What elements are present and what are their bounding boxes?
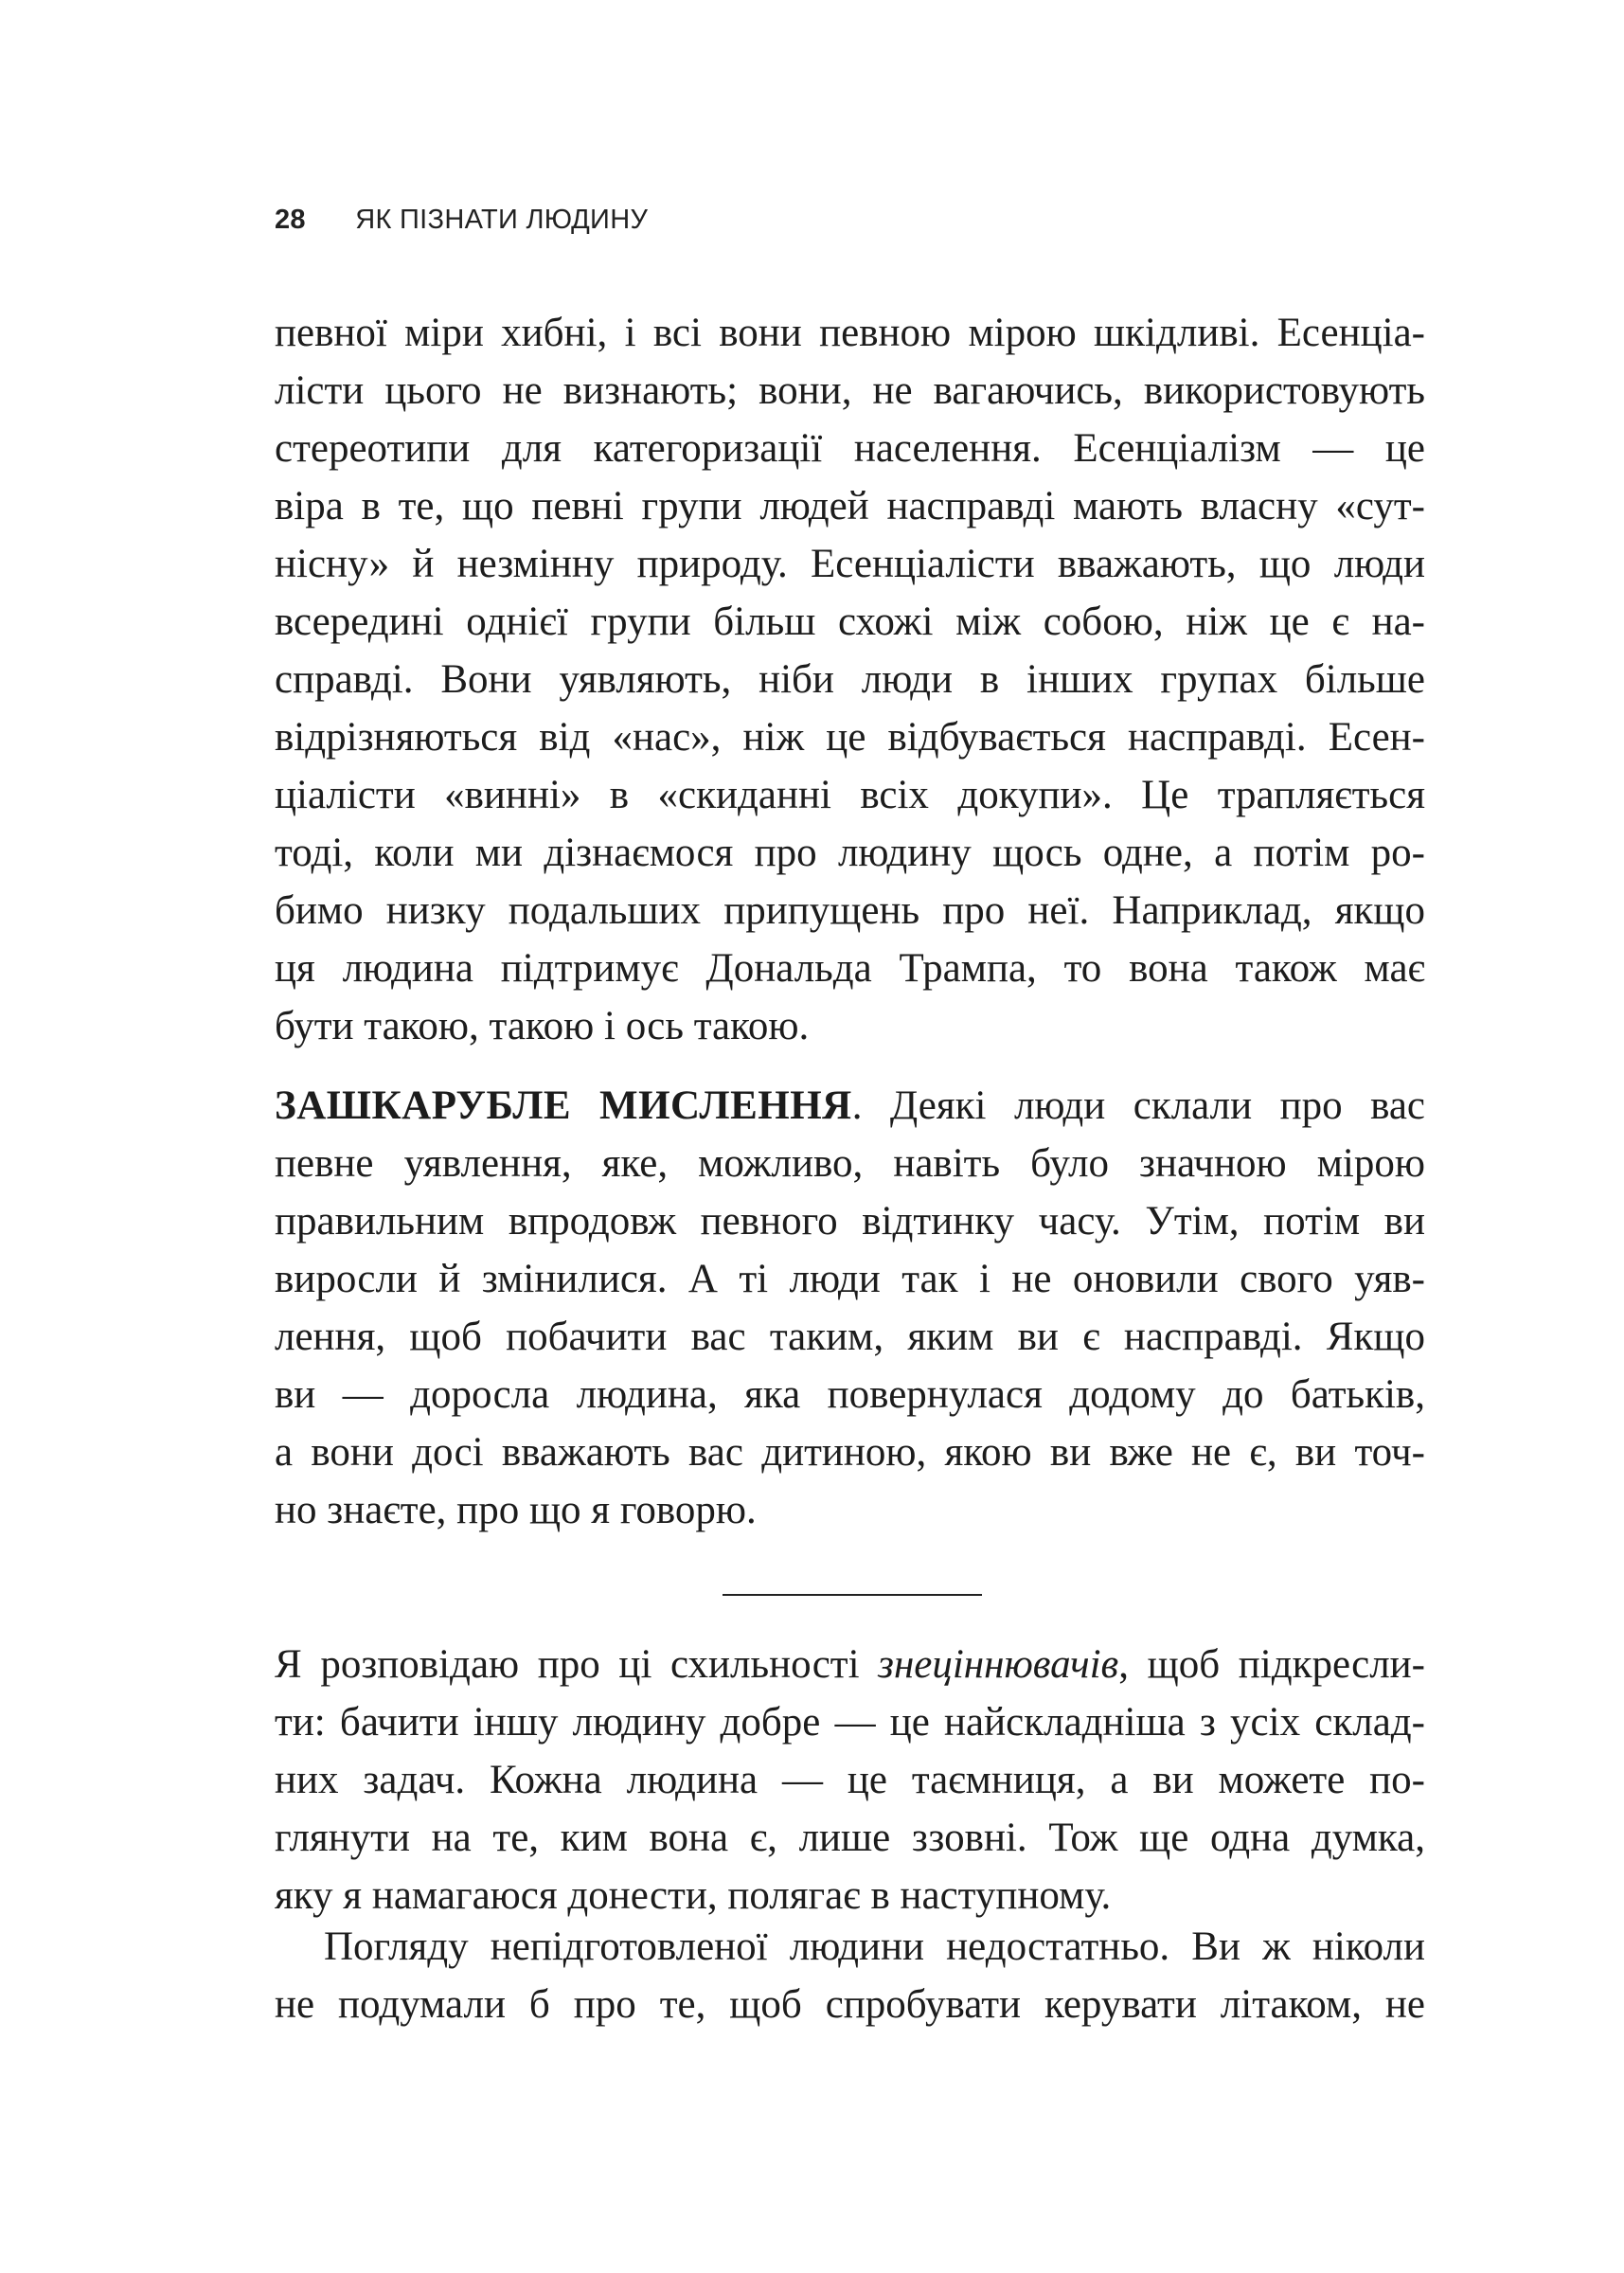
- text-fragment: . Деякі люди склали про вас: [851, 1083, 1425, 1128]
- page-number: 28: [275, 205, 306, 235]
- paragraph-rigid-thinking: [275, 1077, 1425, 1539]
- text-line: них задач. Кожна людина — це таємниця, а ви можете по-: [275, 1758, 1425, 1802]
- text-line: глянути на те, ким вона є, лише ззовні. Тож ще одна думка,: [275, 1816, 1425, 1860]
- text-line: Погляду непідготовленої людини недостатньо. Ви ж ніколи: [324, 1924, 1425, 1969]
- text-line: лісти цього не визнають; вони, не вагаючись, використовують: [275, 368, 1425, 413]
- running-title: ЯК ПІЗНАТИ ЛЮДИНУ: [355, 205, 649, 235]
- text-line: но знаєте, про що я говорю.: [275, 1488, 757, 1532]
- text-line: ти: бачити іншу людину добре — це найскладніша з усіх склад-: [275, 1700, 1425, 1745]
- paragraph-untrained-eye: [275, 1918, 1425, 2033]
- text-line: лення, щоб побачити вас таким, яким ви є насправді. Якщо: [275, 1315, 1425, 1359]
- text-fragment: Я розповідаю про ці схильності: [275, 1642, 879, 1687]
- text-line: ціалісти «винні» в «скиданні всіх докупи». Це трапляється: [275, 773, 1425, 817]
- text-line: відрізняються від «нас», ніж це відбувається насправді. Есен-: [275, 715, 1425, 760]
- text-line: ви — доросла людина, яка повернулася додому до батьків,: [275, 1372, 1425, 1417]
- text-line: [275, 1636, 1425, 1693]
- paragraph-essentialism: [275, 304, 1425, 1055]
- text-line: певне уявлення, яке, можливо, навіть було значною мірою: [275, 1141, 1425, 1186]
- text-line: певної міри хибні, і всі вони певною мірою шкідливі. Есенціа-: [275, 311, 1425, 355]
- text-line: стереотипи для категоризації населення. Есенціалізм — це: [275, 426, 1425, 471]
- text-line: а вони досі вважають вас дитиною, якою ви вже не є, ви точ-: [275, 1430, 1425, 1475]
- text-line: яку я намагаюся донести, полягає в наступному.: [275, 1873, 1112, 1918]
- text-line: [275, 1077, 1425, 1135]
- section-divider: [723, 1594, 982, 1596]
- text-line: справді. Вони уявляють, ніби люди в інших групах більше: [275, 657, 1425, 702]
- running-header: [275, 205, 648, 236]
- text-line: віра в те, що певні групи людей насправді мають власну «сут-: [275, 484, 1425, 528]
- text-fragment: , щоб підкресли-: [1118, 1642, 1425, 1687]
- text-line: нісну» й незмінну природу. Есенціалісти вважають, що люди: [275, 542, 1425, 586]
- text-line: тоді, коли ми дізнаємося про людину щось одне, а потім ро-: [275, 831, 1425, 875]
- italic-term: знеціннювачів: [878, 1642, 1119, 1687]
- text-line: правильним впродовж певного відтинку часу. Утім, потім ви: [275, 1199, 1425, 1244]
- paragraph-reducers: [275, 1636, 1425, 1924]
- section-heading: ЗАШКАРУБЛЕ МИСЛЕННЯ: [275, 1083, 852, 1128]
- text-line: ця людина підтримує Дональда Трампа, то вона також має: [275, 946, 1425, 991]
- text-line: виросли й змінилися. А ті люди так і не оновили свого уяв-: [275, 1257, 1425, 1301]
- text-line: всередині однієї групи більш схожі між собою, ніж це є на-: [275, 600, 1425, 644]
- text-line: не подумали б про те, щоб спробувати керувати літаком, не: [275, 1982, 1425, 2027]
- text-line: бути такою, такою і ось такою.: [275, 1004, 810, 1048]
- text-line: бимо низку подальших припущень про неї. Наприклад, якщо: [275, 888, 1425, 933]
